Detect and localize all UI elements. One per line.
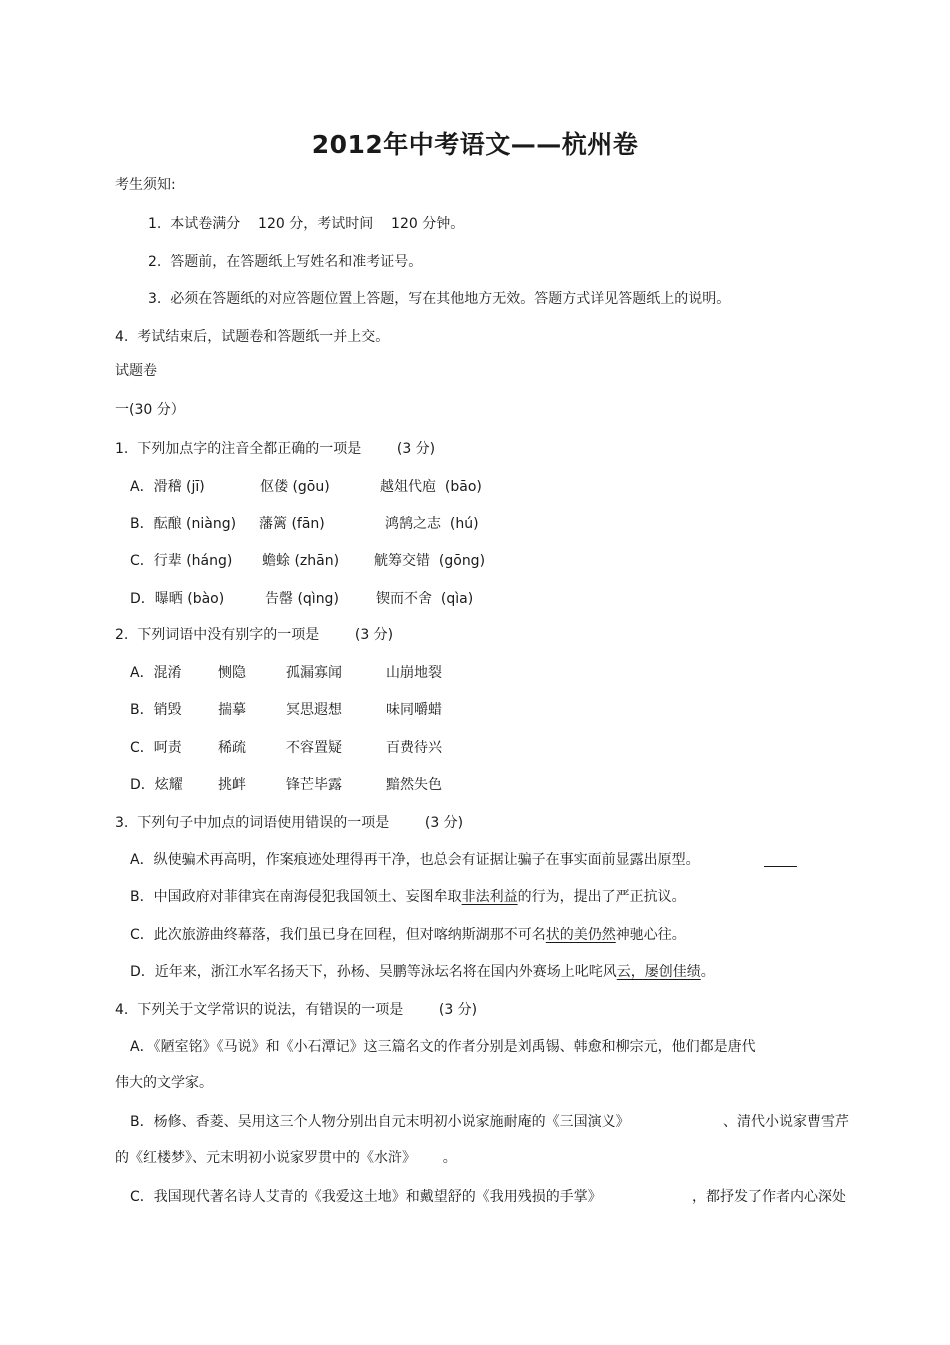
option-c-sentence-end: ，都抒发了作者内心深处 [692, 1189, 846, 1205]
option-c-sentence: C．我国现代著名诗人艾青的《我爱这土地》和戴望舒的《我用残损的手掌》 [130, 1189, 602, 1205]
option-a-word-4: 山崩地裂 [386, 665, 442, 681]
option-c-word-1: C．呵责 [130, 740, 182, 756]
option-a-item-2: 伛偻 (gōu) [260, 479, 330, 495]
answer-blank [764, 866, 797, 867]
option-c-sentence: C．此次旅游曲终幕落，我们虽已身在回程，但对喀纳斯湖那不可名状的美仍然神驰心往。 [130, 927, 686, 943]
option-a-sentence: A．《陋室铭》《马说》和《小石潭记》这三篇名文的作者分别是刘禹锡、韩愈和柳宗元，他们都是唐代 [130, 1039, 756, 1055]
part-heading: 一(30 分） [115, 402, 185, 418]
option-d-word-2: 挑衅 [218, 777, 246, 793]
option-b-word-1: B．销毁 [130, 702, 182, 718]
page-title: 2012年中考语文——杭州卷 [311, 130, 639, 159]
option-c-item-3: 觥筹交错 (gōng) [374, 553, 486, 569]
option-c-word-2: 稀疏 [218, 740, 246, 756]
option-a-word-1: A．混淆 [130, 665, 182, 681]
option-d-word-3: 锋芒毕露 [286, 777, 342, 793]
option-d-sentence: D．近年来，浙江水军名扬天下，孙杨、吴鹏等泳坛名将在国内外赛场上叱咤风云，屡创佳绩。 [130, 964, 715, 980]
option-c-word-4: 百费待兴 [386, 740, 442, 756]
option-a-sentence: A．纵使骗术再高明，作案痕迹处理得再干净，也总会有证据让骗子在事实面前显露出原型。 [130, 852, 700, 868]
option-c-word-3: 不容置疑 [286, 740, 342, 756]
option-a-continuation: 伟大的文学家。 [115, 1075, 213, 1091]
option-d-item-2: 告罄 (qìng) [265, 591, 339, 607]
option-b-sentence-end: 、清代小说家曹雪芹 [723, 1114, 849, 1130]
option-b-word-2: 揣摹 [218, 702, 246, 718]
option-b-item-2: 藩篱 (fān) [259, 516, 325, 532]
option-d-word-4: 黯然失色 [386, 777, 442, 793]
option-d-item-1: D．曝晒 (bào) [130, 591, 225, 607]
option-d-word-1: D．炫耀 [130, 777, 183, 793]
option-c-item-2: 蟾蜍 (zhān) [262, 553, 340, 569]
option-a-word-3: 孤漏寡闻 [286, 665, 342, 681]
option-b-item-1: B．酝酿 (niàng) [130, 516, 237, 532]
question-stem: 1. 下列加点字的注音全都正确的一项是 (3 分) [115, 441, 436, 457]
option-a-word-2: 恻隐 [218, 665, 246, 681]
notice-heading: 考生须知: [115, 177, 176, 193]
option-b-continuation: 的《红楼梦》、元末明初小说家罗贯中的《水浒》 。 [115, 1150, 457, 1166]
option-b-sentence: B．杨修、香菱、吴用这三个人物分别出自元末明初小说家施耐庵的《三国演义》 [130, 1114, 630, 1130]
option-c-item-1: C．行辈 (háng) [130, 553, 233, 569]
option-b-word-3: 冥思遐想 [286, 702, 342, 718]
notice-item: 3. 必须在答题纸的对应答题位置上答题，写在其他地方无效。答题方式详见答题纸上的说明。 [148, 291, 731, 307]
option-b-word-4: 味同嚼蜡 [386, 702, 442, 718]
question-stem: 3. 下列句子中加点的词语使用错误的一项是 (3 分) [115, 815, 464, 831]
option-a-item-1: A．滑稽 (jī) [130, 479, 205, 495]
option-b-sentence: B．中国政府对菲律宾在南海侵犯我国领土、妄图牟取非法利益的行为，提出了严正抗议。 [130, 889, 686, 905]
option-a-item-3: 越俎代庖 (bāo) [380, 479, 482, 495]
notice-item: 2. 答题前，在答题纸上写姓名和准考证号。 [148, 254, 423, 270]
option-d-item-3: 锲而不舍 (qìa) [376, 591, 474, 607]
question-stem: 4. 下列关于文学常识的说法，有错误的一项是 (3 分) [115, 1002, 478, 1018]
notice-item: 1. 本试卷满分 120 分，考试时间 120 分钟。 [148, 216, 465, 232]
option-b-item-3: 鸿鹄之志 (hú) [385, 516, 479, 532]
section-label: 试题卷 [115, 363, 157, 379]
notice-item: 4. 考试结束后，试题卷和答题纸一并上交。 [115, 329, 390, 345]
question-stem: 2. 下列词语中没有别字的一项是 (3 分) [115, 627, 394, 643]
